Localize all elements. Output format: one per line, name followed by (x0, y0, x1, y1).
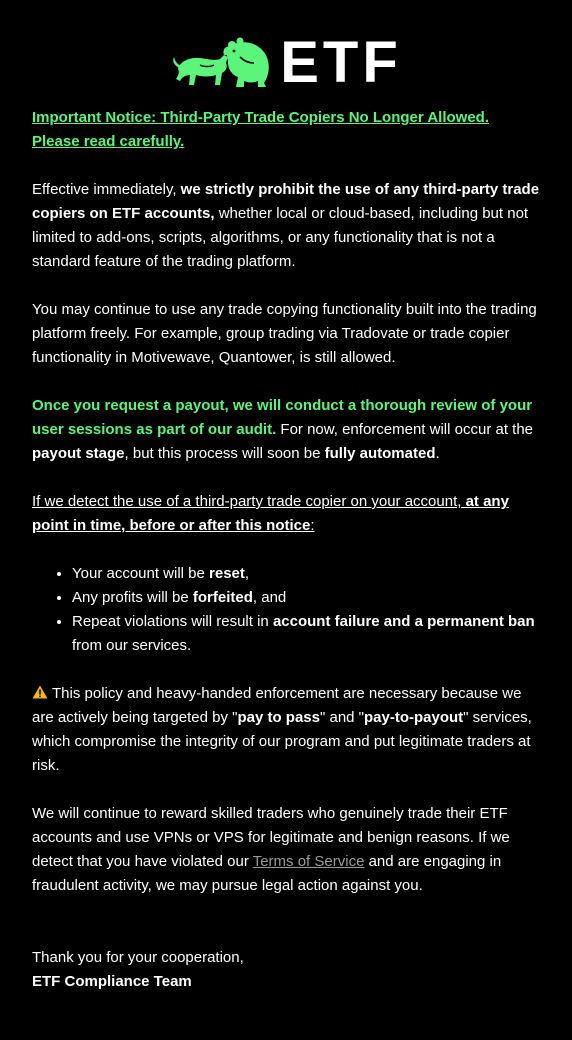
text-span: This policy and heavy-handed enforcement are necessary because we are actively being targeted by " (32, 685, 522, 726)
text-span: " and " (319, 709, 364, 726)
bull-vs-bear-icon (170, 35, 274, 91)
bold-text: payout stage (32, 445, 125, 462)
warning-icon (32, 685, 48, 699)
underlined-text: If we detect the use of a third-party trade copier on your account, (32, 493, 462, 510)
signoff (32, 946, 540, 994)
text-span: from our services. (72, 637, 192, 654)
text-span: , and (252, 589, 287, 606)
paragraph-detection-condition (32, 490, 540, 538)
text-span: Repeat violations will result in (72, 613, 273, 630)
text-span: " services, which compromise the integrity of our program and put legitimate traders at risk. (32, 709, 532, 774)
signoff-thanks: Thank you for your cooperation, (32, 949, 244, 966)
text-span: We will continue to reward skilled traders who genuinely trade their ETF accounts and use VPNs or VPS for legitimate and benign reasons. If we detect that you have violated our (32, 805, 510, 870)
bold-text: forfeited (192, 589, 253, 606)
underlined-bold-text: at any point in time, before or after this notice (32, 493, 509, 534)
text-span: and are engaging in fraudulent activity, we may pursue legal action against you. (32, 853, 502, 894)
paragraph-legal-warning (32, 802, 540, 898)
notice-title-text[interactable]: Important Notice: Third-Party Trade Copiers No Longer Allowed. Please read carefully. (32, 109, 489, 150)
email-header (32, 0, 540, 96)
bold-text: account failure and a permanent ban (272, 613, 535, 630)
bold-text: fully automated (324, 445, 436, 462)
consequences-list (32, 562, 540, 658)
list-item (72, 586, 540, 610)
paragraph-policy-reason (32, 682, 540, 778)
green-highlight-text: Once you request a payout, we will conduct a thorough review of your user sessions as part of our audit. (32, 397, 533, 438)
bold-text: pay to pass (237, 709, 320, 726)
paragraph-allowed-copying (32, 298, 540, 370)
list-item (72, 610, 540, 658)
list-item (72, 562, 540, 586)
signoff-team: ETF Compliance Team (32, 973, 192, 990)
text-span: Your account will be (72, 565, 210, 582)
important-notice-title (32, 106, 540, 154)
text-span: You may continue to use any trade copying functionality built into the trading platform freely. For example, group trading via Tradovate or trade copier functionality in Motivewave, Quantower, is still allowed. (32, 301, 537, 366)
text-span: Any profits will be (72, 589, 193, 606)
paragraph-prohibition (32, 178, 540, 274)
text-span: For now, enforcement will occur at the (276, 421, 534, 438)
text-span: . (435, 445, 440, 462)
bold-text: pay-to-payout (364, 709, 464, 726)
etf-wordmark: ETF (280, 30, 402, 95)
terms-of-service-link[interactable]: Terms of Service (252, 853, 365, 870)
etf-logo[interactable] (170, 30, 402, 95)
bold-prohibition-text: we strictly prohibit the use of any third-party trade copiers on ETF accounts, (32, 181, 540, 222)
text-span: Effective immediately, (32, 181, 181, 198)
text-span: whether local or cloud-based, including but not limited to add-ons, scripts, algorithms, or any functionality that is not a standard feature of the trading platform. (32, 205, 529, 270)
paragraph-payout-review (32, 394, 540, 466)
underlined-text: : (310, 517, 315, 534)
text-span: , (244, 565, 250, 582)
bold-text: reset (209, 565, 245, 582)
text-span: , but this process will soon be (124, 445, 325, 462)
